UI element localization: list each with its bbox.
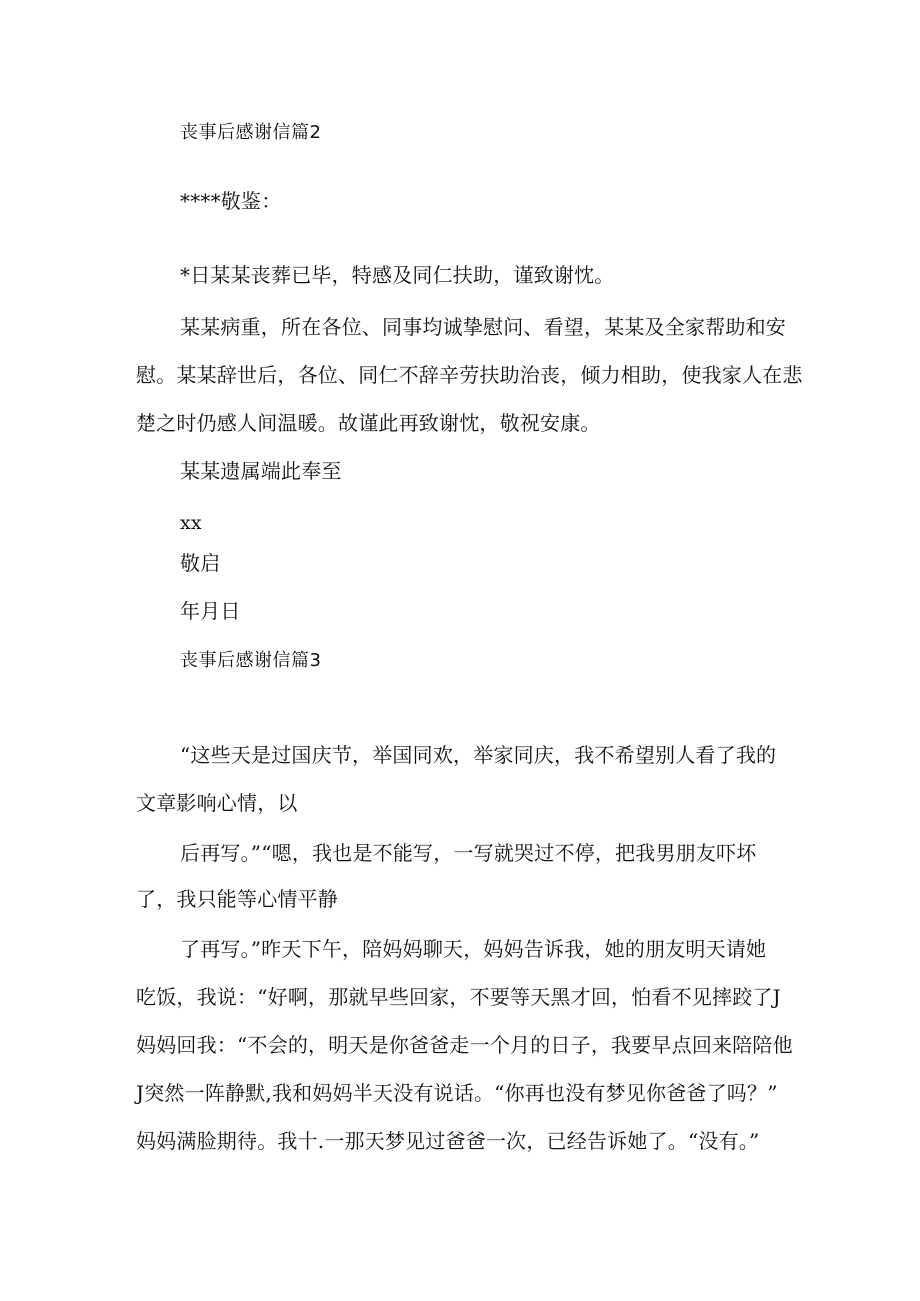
body-line-1: 某某病重，所在各位、同事均诚挚慰问、看望，某某及全家帮助和安 <box>180 315 786 339</box>
intro-line: *日某某丧葬已毕，特感及同仁扶助，谨致谢忱。 <box>180 263 615 287</box>
section3-line-1: “这些天是过国庆节，举国同欢，举家同庆，我不希望别人看了我的 <box>180 743 777 767</box>
date-line: 年月日 <box>180 599 241 623</box>
section3-line-5: 了再写。”昨天下午，陪妈妈聊天，妈妈告诉我，她的朋友明天请她 <box>180 937 767 961</box>
section3-line-4: 了，我只能等心情平静 <box>136 887 338 911</box>
section3-line-2: 文章影响心情，以 <box>136 791 298 815</box>
signature-line: 某某遗属端此奉至 <box>180 459 342 483</box>
closing-line: 敬启 <box>180 551 221 575</box>
section2-title: 丧事后感谢信篇2 <box>180 122 322 143</box>
section3-line-6: 吃饭，我说：“好啊，那就早些回家，不要等天黑才回，怕看不见摔跤了J <box>136 985 781 1009</box>
section3-line-8: J突然一阵静默,我和妈妈半天没有说话。“你再也没有梦见你爸爸了吗？” <box>136 1081 778 1105</box>
signer-name: xx <box>180 512 202 534</box>
section3-line-3: 后再写。”“嗯，我也是不能写，一写就哭过不停，把我男朋友吓坏 <box>180 841 757 865</box>
body-line-2: 慰。某某辞世后，各位、同仁不辞辛劳扶助治丧，倾力相助，使我家人在悲 <box>136 363 803 387</box>
section3-line-7: 妈妈回我：“不会的，明天是你爸爸走一个月的日子，我要早点回来陪陪他 <box>136 1033 793 1057</box>
salutation: ****敬鉴： <box>180 189 282 213</box>
section3-title: 丧事后感谢信篇3 <box>180 650 322 671</box>
section3-line-9: 妈妈满脸期待。我十.一那天梦见过爸爸一次，已经告诉她了。“没有。” <box>136 1129 760 1153</box>
body-line-3: 楚之时仍感人间温暖。故谨此再致谢忱，敬祝安康。 <box>136 411 601 435</box>
